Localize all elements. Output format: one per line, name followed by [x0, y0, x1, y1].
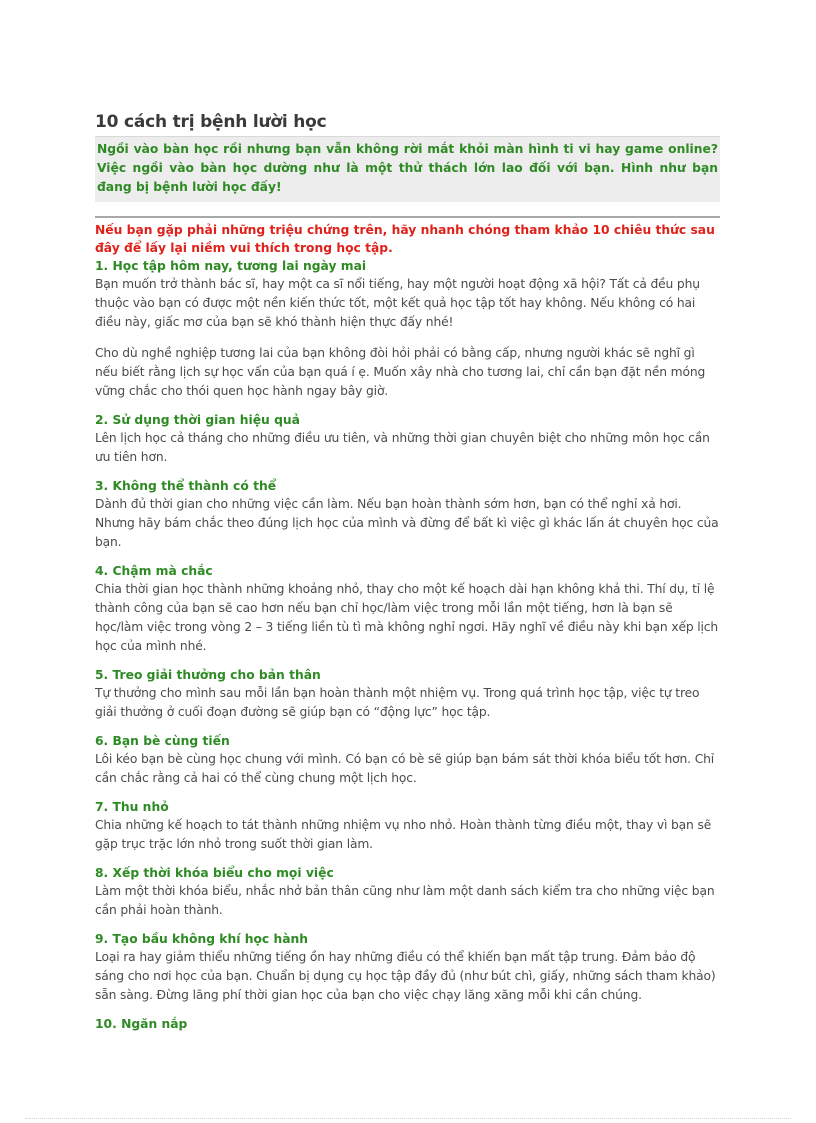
section-paragraph: Làm một thời khóa biểu, nhắc nhở bản thân cũng như làm một danh sách kiểm tra cho những việc bạn cần phải hoàn thành.: [95, 884, 715, 917]
section-heading: 1. Học tập hôm nay, tương lai ngày mai: [95, 259, 367, 273]
section-heading: 3. Không thể thành có thể: [95, 479, 277, 493]
section-heading: 5. Treo giải thưởng cho bản thân: [95, 668, 321, 682]
section-heading: 9. Tạo bầu không khí học hành: [95, 932, 309, 946]
section-7: [95, 798, 720, 854]
section-paragraph: Lên lịch học cả tháng cho những điều ưu tiên, và những thời gian chuyên biệt cho những môn học cần ưu tiên hơn.: [95, 431, 710, 464]
section-heading: 2. Sử dụng thời gian hiệu quả: [95, 413, 300, 427]
sections: [95, 257, 720, 1033]
document-page: [95, 112, 720, 1033]
section-6: [95, 732, 720, 788]
section-paragraph: Cho dù nghề nghiệp tương lai của bạn không đòi hỏi phải có bằng cấp, nhưng người khác sẽ nghĩ gì nếu biết rằng lịch sự học vấn của bạn quá í ẹ. Muốn xây nhà cho tương lai, chỉ cần bạn đặt nền móng vững chắc cho thói quen học hành ngay bây giờ.: [95, 346, 706, 398]
section-heading: 4. Chậm mà chắc: [95, 564, 213, 578]
section-paragraph: Chia thời gian học thành những khoảng nhỏ, thay cho một kế hoạch dài hạn không khả thi. Thí dụ, tỉ lệ thành công của bạn sẽ cao hơn nếu bạn chỉ học/làm việc trong mỗi lần một tiếng, hơn là bạn sẽ học/làm việc trong vòng 2 – 3 tiếng liền tù tì mà không nghỉ ngơi. Hãy nghĩ về điều này khi bạn xếp lịch học của mình nhé.: [95, 582, 719, 653]
page-bottom-rule: [25, 1118, 791, 1119]
intro-text: Ngồi vào bàn học rồi nhưng bạn vẫn không rời mắt khỏi màn hình ti vi hay game online? Việc ngồi vào bàn học dường như là một thử thách lớn lao đối với bạn. Hình như bạn đang bị bệnh lười học đấy!: [97, 142, 718, 194]
section-8: [95, 864, 720, 920]
section-heading: 6. Bạn bè cùng tiến: [95, 734, 230, 748]
section-9: [95, 930, 720, 1005]
section-paragraph: Bạn muốn trở thành bác sĩ, hay một ca sĩ nổi tiếng, hay một người hoạt động xã hội? Tất cả đều phụ thuộc vào bạn có được một nền kiến thức tốt, một kết quả học tập tốt hay không. Nếu không có hai điều này, giấc mơ của bạn sẽ khó thành hiện thực đấy nhé!: [95, 277, 700, 329]
section-paragraph: Tự thưởng cho mình sau mỗi lần bạn hoàn thành một nhiệm vụ. Trong quá trình học tập, việc tự treo giải thưởng ở cuối đoạn đường sẽ giúp bạn có “động lực” học tập.: [95, 686, 700, 719]
lead-text: Nếu bạn gặp phải những triệu chứng trên, hãy nhanh chóng tham khảo 10 chiêu thức sau đây để lấy lại niềm vui thích trong học tập.: [95, 223, 715, 255]
section-3: [95, 477, 720, 552]
section-paragraph: Lôi kéo bạn bè cùng học chung với mình. Có bạn có bè sẽ giúp bạn bám sát thời khóa biểu tốt hơn. Chỉ cần chắc rằng cả hai có thể cùng chung một lịch học.: [95, 752, 715, 785]
section-heading: 7. Thu nhỏ: [95, 800, 169, 814]
section-heading: 8. Xếp thời khóa biểu cho mọi việc: [95, 866, 334, 880]
section-paragraph: Dành đủ thời gian cho những việc cần làm. Nếu bạn hoàn thành sớm hơn, bạn có thể nghỉ xả hơi. Nhưng hãy bám chắc theo đúng lịch học của mình và đừng để bất kì việc gì khác lấn át chuyên học của bạn.: [95, 497, 719, 549]
section-paragraph: Chia những kế hoạch to tát thành những nhiệm vụ nho nhỏ. Hoàn thành từng điều một, thay vì bạn sẽ gặp trục trặc lớn nhỏ trong suốt thời gian làm.: [95, 818, 712, 851]
section-2: [95, 411, 720, 467]
section-5: [95, 666, 720, 722]
intro-box: [95, 136, 720, 202]
divider: [95, 216, 720, 218]
article-title: 10 cách trị bệnh lười học: [95, 112, 327, 132]
section-heading: 10. Ngăn nắp: [95, 1017, 188, 1031]
section-4: [95, 562, 720, 656]
section-paragraph: Loại ra hay giảm thiểu những tiếng ồn hay những điều có thể khiến bạn mất tập trung. Đảm bảo độ sáng cho nơi học của bạn. Chuẩn bị dụng cụ học tập đầy đủ (như bút chì, giấy, những sách tham khảo) sẵn sàng. Đừng lãng phí thời gian học của bạn cho việc chạy lăng xăng mỗi khi cần chúng.: [95, 950, 716, 1002]
section-10: [95, 1015, 720, 1033]
section-1: [95, 257, 720, 401]
